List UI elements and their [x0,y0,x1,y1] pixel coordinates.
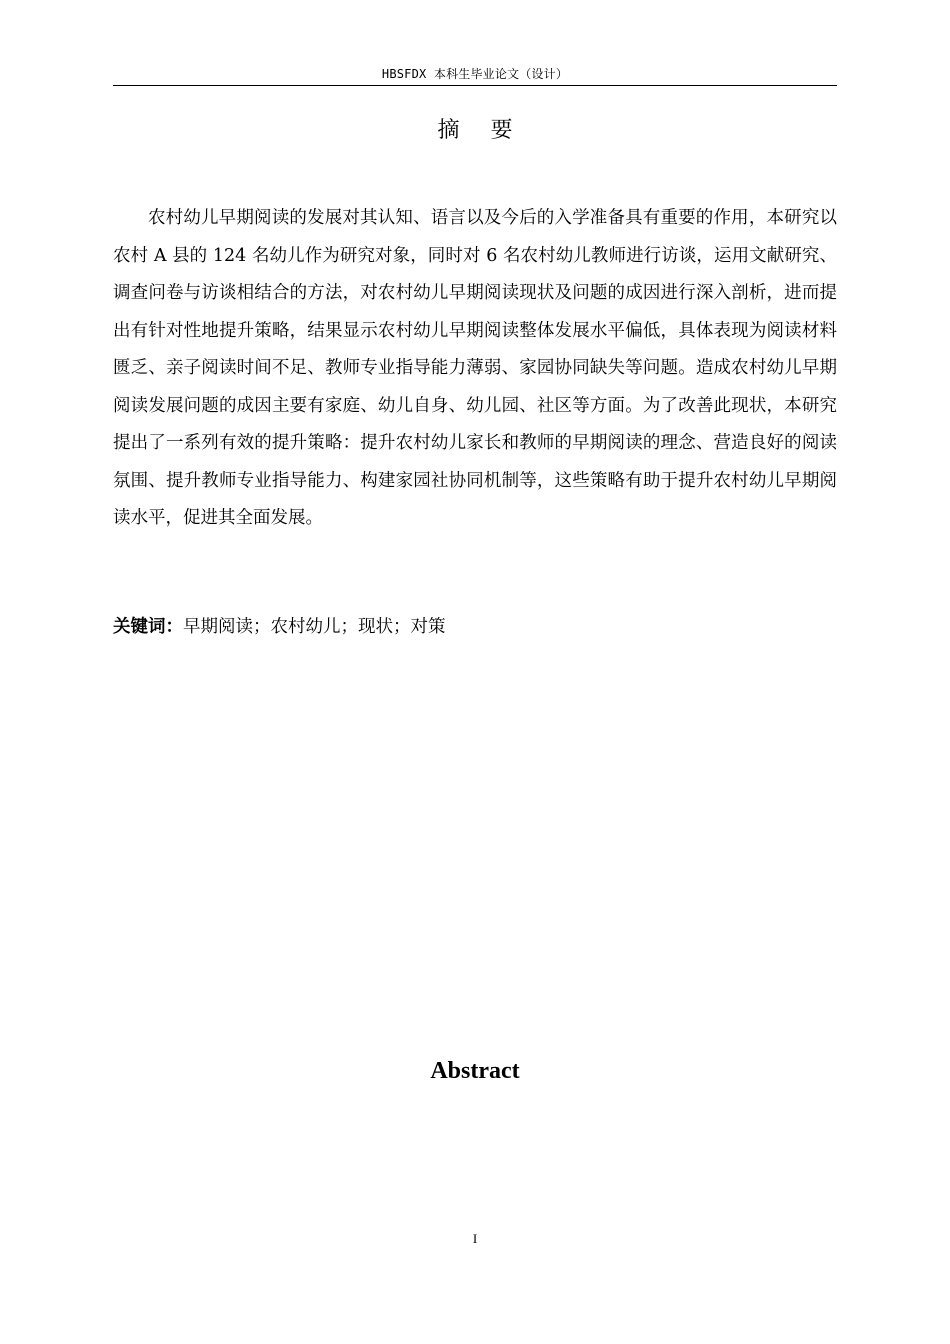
header-divider [113,85,837,86]
abstract-cn-body: 农村幼儿早期阅读的发展对其认知、语言以及今后的入学准备具有重要的作用，本研究以农村 A 县的 124 名幼儿作为研究对象，同时对 6 名农村幼儿教师进行访谈，运用文献研究、调查问卷与访谈相结合的方法，对农村幼儿早期阅读现状及问题的成因进行深入剖析，进而提出有针对性地提升策略，结果显示农村幼儿早期阅读整体发展水平偏低，具体表现为阅读材料匮乏、亲子阅读时间不足、教师专业指导能力薄弱、家园协同缺失等问题。造成农村幼儿早期阅读发展问题的成因主要有家庭、幼儿自身、幼儿园、社区等方面。为了改善此现状，本研究提出了一系列有效的提升策略：提升农村幼儿家长和教师的早期阅读的理念、营造良好的阅读氛围、提升教师专业指导能力、构建家园社协同机制等，这些策略有助于提升农村幼儿早期阅读水平，促进其全面发展。 [113,208,837,528]
keywords-line [113,612,837,642]
running-header: HBSFDX 本科生毕业论文（设计） [381,67,569,81]
keywords-value: 早期阅读；农村幼儿；现状；对策 [183,617,446,637]
keywords-label: 关键词： [113,617,183,637]
abstract-cn-title: 摘 要 [437,118,525,143]
abstract-en-title: Abstract [430,1058,520,1084]
page-number: I [472,1231,478,1246]
